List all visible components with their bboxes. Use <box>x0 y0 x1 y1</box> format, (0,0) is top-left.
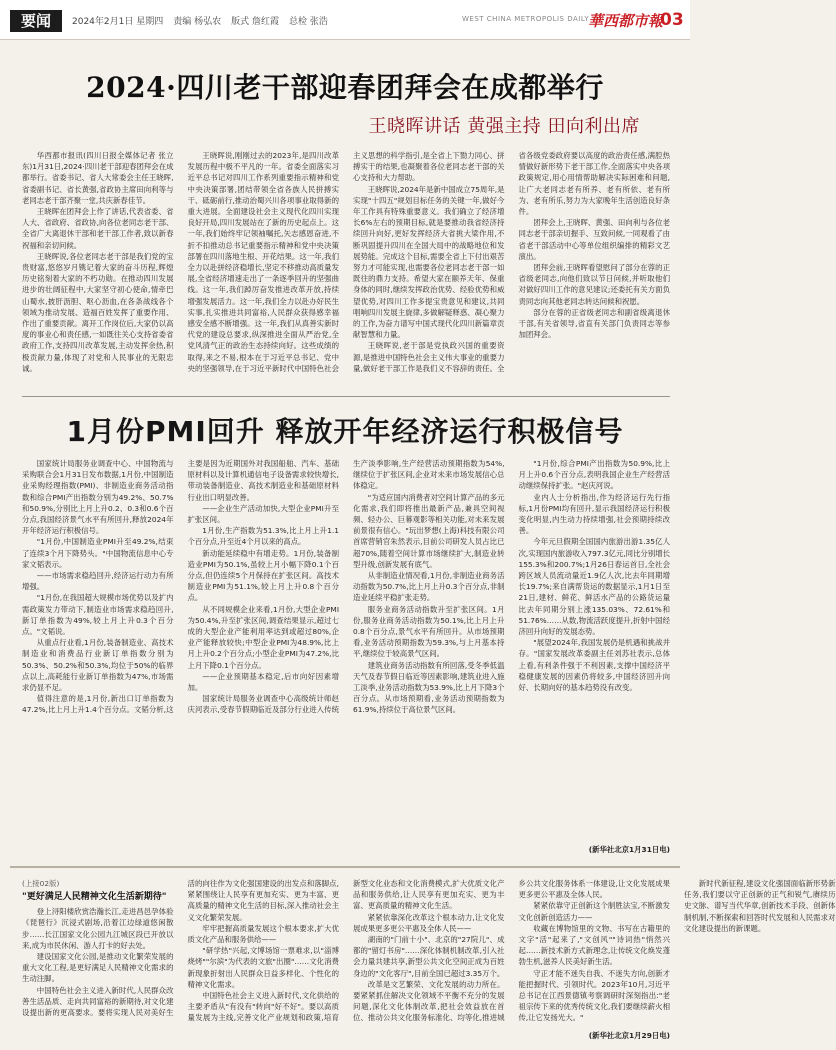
paragraph: ——企业预期基本稳定,后市向好因素增加。 <box>187 671 339 693</box>
paragraph: "为适应国内消费者对空间计算产品的多元化需求,我们即将推出最新产品,兼具空间视频、轻办公、巨幕观影等相关功能,对未来发展前景很有信心。"玩出梦想(上海)科技有限公司首席营销官朱然表示,目前公司研发人员占比已超70%,随着空间计算市场继续扩大,制造业转型升级,创新发展有底气。 <box>353 492 505 569</box>
story3-text <box>22 878 836 1028</box>
paragraph: 国家统计局服务业调查中心高级统计师赵庆河表示,受春节假期临近及部分行业进入传统生产淡季影响,生产经营活动预期指数为54%,继续位于扩张区间,企业对未来市场发展信心总体稳定。 <box>187 459 505 715</box>
paragraph: 建设国家文化公园,是推动文化繁荣发展的重大文化工程,是更好满足人民精神文化需求的生动注脚。 <box>22 952 174 984</box>
story2-text <box>22 458 670 856</box>
page-meta <box>72 14 328 27</box>
paragraph: "展望2024年,我国发展仍是机遇和挑战并存。"国家发展改革委副主任刘苏社表示,总体上看,有利条件强于不利因素,支撑中国经济平稳健康发展的因素仍将较多,中国经济回升向好、长期向好的基本趋势没有改变。 <box>518 638 670 693</box>
paragraph: 从重点行业看,1月份,装备制造业、高技术制造业和消费品行业新订单指数分别为50.3%、50.2%和50.3%,均位于50%的临界点以上,高耗能行业新订单指数为47%,市场需求仍显不足。 <box>22 638 174 693</box>
paragraph: 中国特色社会主义进入新时代,文化供给的主要矛盾从"有没有"转向"好不好"。要以高质量发展为主线,完善文化产业规划和政策,培育新型文化业态和文化消费模式,扩大优质文化产品和服务供给,让人民享有更加充实、更为丰富、更高质量的精神文化生活。 <box>187 879 505 1023</box>
story3-source: (新华社北京1月29日电) <box>588 1031 670 1040</box>
paragraph: 改革是文艺繁荣、文化发展的动力所在。要紧紧抓住解决文化领域不平衡不充分的发展问题,深化文化体制改革,把社会效益放在首位、推动公共文化服务标准化、均等化,推进城乡公共文化服务体系一体建设,让文化发展成果更多更公平惠及全体人民。 <box>353 879 670 1023</box>
paragraph: 登上浔阳楼欣赏浩瀚长江,走进昌邑孕体验《琵琶行》沉浸式剧场,沿着江边绿道悠闲散步……长江国家文化公园九江城区段已开放以来,成为市民休闲、游人打卡的好去处。 <box>22 907 174 950</box>
paragraph: 王晓晖说,2024年是新中国成立75周年,是实现"十四五"规划目标任务的关键一年,做好今年工作具有特殊重要意义。我们确立了经济增长6%左右的预期目标,就是要推动我省经济持续回升向好,更好发挥经济大省挑大梁作用,不断巩固提升四川在全国大局中的战略地位和发展势能。完成这个目标,需要全省上下付出艰苦努力才可能实现,也需要各位老同志老干部一如既往的鼎力支持。希望大家在颐养天年、保重身体的同时,继续发挥政治优势、经验优势和威望优势,对四川工作多提宝贵意见和建议,共同唱响四川发展主旋律,多做解疑释惑、凝心聚力的工作,为奋力谱写中国式现代化四川新篇章贡献智慧和力量。 <box>353 184 505 340</box>
story2-source: (新华社北京1月31日电) <box>588 845 670 854</box>
continued-from: (上接02版) <box>22 879 60 888</box>
paragraph: 1月份,生产指数为51.3%,比上月上升1.1个百分点,升至近4个月以来的高点。 <box>187 526 339 547</box>
page-header <box>0 0 690 40</box>
paragraph: 新动能延续稳中有增走势。1月份,装备制造业PMI为50.1%,虽较上月小幅下降0.1个百分点,但仍连续5个月保持在扩张区间。高技术制造业PMI为51.1%,较上月上升0.8个百分点。 <box>187 548 339 603</box>
paragraph: "研学热"兴起,文博场馆一票难求,以"淄博烧烤""尔滨"为代表的文旅"出圈"……文化消费新现象折射出人民群众日益多样化、个性化的精神文化需求。 <box>187 946 339 989</box>
paragraph: 建筑业商务活动指数有所回落,受冬季低温天气及春节假日临近等因素影响,建筑业进入施工淡季,业务活动指数为53.9%,比上月下降3个百分点。从市场预期看,业务活动预期指数为61.9%,持续位于高位景气区间。 <box>353 660 505 715</box>
story-divider <box>22 396 670 397</box>
editor-credit: 责编 杨弘农 <box>173 17 222 27</box>
paragraph: 王晓晖说,老干部是党执政兴国的重要资源,是推进中国特色社会主义伟大事业的重要力量,做好老干部工作是我们义不容辞的责任。全省各级党委政府要以高度的政治责任感,满腔热情做好新形势下老干部工作,全面落实中央各项政策规定,用心用情帮助解决实际困难和问题,让广大老同志老有所养、老有所依、老有所为、老有所乐,努力为大家晚年生活创造良好条件。 <box>353 151 670 373</box>
issue-date: 2024年2月1日 星期四 <box>72 17 164 27</box>
paragraph: 部分在蓉的正省级老同志和副省级离退休干部,有关省领导,省直有关部门负责同志等参加团拜会。 <box>518 307 670 340</box>
paragraph: 值得注意的是,1月份,新出口订单指数为47.2%,比上月上升1.4个百分点。文韬分析,这主要是因为近期国外对我国船舶、汽车、基础原材料以及计算机通信电子设备需求较快增长,带动装备制造业、高技术制造业和基础原材料行业出口明显改善。 <box>22 459 339 715</box>
page-number: 03 <box>660 10 684 30</box>
paragraph: 今年元旦假期全国国内旅游出游1.35亿人次,实现国内旅游收入797.3亿元,同比分别增长155.3%和200.7%;1月26日春运首日,全社会跨区域人员流动量近1.9亿人次,比去年同期增长19.7%;来自满帮货运的数据显示,1月1日至21日,建材、鲜花、鲜活水产品的公路货运量比去年同期分别上涨135.03%、72.61%和51.76%……从数,物流活跃度提升,折射中国经济回升向好的发展态势。 <box>518 537 670 637</box>
paragraph: 从不同规模企业来看,1月份,大型企业PMI为50.4%,升至扩张区间,调查结果显示,超过七成的大型企业产能利用率达到或超过80%,企业产能释放较快;中型企业PMI为48.9%,比上月上升0.2个百分点;小型企业PMI为47.2%,比上月下降0.1个百分点。 <box>187 604 339 670</box>
paper-english-name: WEST CHINA METROPOLIS DAILY <box>462 15 590 23</box>
designer-credit: 版式 詹红霞 <box>231 17 279 27</box>
paragraph: 紧紧依靠深化改革这个根本动力,让文化发展成果更多更公平惠及全体人民—— <box>353 912 505 933</box>
story1-text <box>22 150 670 390</box>
paragraph: "1月份,综合PMI产出指数为50.9%,比上月上升0.6个百分点,表明我国企业生产经营活动继续保持扩张。"赵庆河说。 <box>518 459 670 491</box>
paragraph: 国家统计局服务业调查中心、中国物流与采购联合会1月31日发布数据,1月份,中国制造业采购经理指数(PMI)、非制造业商务活动指数和综合PMI产出指数分别为49.2%、50.7%和50.9%,分别比上月上升0.2、0.3和0.6个百分点,我国经济景气水平有所回升,释放2024年开年经济运行积极信号。 <box>22 459 174 536</box>
paragraph: 王晓晖说,刚刚过去的2023年,是四川改革发展历程中极不平凡的一年。省委全面落实习近平总书记对四川工作系列重要指示精神和党中央决策部署,团结带领全省各族人民拼搏实干、砥砺前行,推动治蜀兴川各项事业取得新的重大进展。全面建设社会主义现代化四川实现良好开局,四川发展站在了新的历史起点上。这一年,我们始终牢记领袖嘱托,矢志感恩奋进,不折不扣推动总书记重要指示精神和党中央决策部署在四川落地生根、开花结果。这一年,我们全力以赴拼经济稳增长,坚定不移推动高质量发展,全省经济增速走出了一条逐季回升的坚强曲线。这一年,我们踔厉奋发推进改革开放,持续增强发展活力。这一年,我们全力以赴办好民生实事,扎实推进共同富裕,人民群众获得感幸福感安全感不断增强。这一年,我们从真善实新时代党的建设总要求,纵深推进全面从严治党,全党风清气正的政治生态持续向好。这些成绩的取得,来之不易,根本在于习近平总书记、党中央的坚强领导,在于习近平新时代中国特色社会主义思想的科学指引,是全省上下勠力同心、拼搏实干的结果,也凝聚着各位老同志老干部的关心支持和大力帮助。 <box>187 151 505 373</box>
paragraph: 业内人士分析指出,作为经济运行先行指标,1月份PMI均有回升,显示我国经济运行积极变化明显,内生动力持续增强,社会预期持续改善。 <box>518 492 670 536</box>
paragraph: 紧紧依靠守正创新这个制胜法宝,不断激发文化创新创造活力—— <box>518 901 670 922</box>
paragraph: 团拜会上,王晓晖、黄强、田向利与各位老同志老干部亲切握手、互致问候,一同观看了由省老干部活动中心等单位组织编排的精彩文艺演出。 <box>518 218 670 261</box>
section-label: 要闻 <box>10 10 62 32</box>
story2-body <box>22 458 670 856</box>
paper-logo: 華西都市報 <box>588 12 664 30</box>
story1-headline: 2024·四川老干部迎春团拜会在成都举行 <box>86 71 604 104</box>
paragraph: 中国特色社会主义进入新时代,人民群众改善生活品质、走向共同富裕的新期待,对文化建设提出新的更高要求。要将实现人民对美好生活的向往作为文化强国建设的出发点和落脚点,紧紧围绕让人民享有更加充实、更为丰富、更高质量的精神文化生活的目标,深入推动社会主义文化繁荣发展。 <box>22 879 339 1018</box>
paragraph: 从非制造业情况看,1月份,非制造业商务活动指数为50.7%,比上月上升0.3个百分点,非制造业延续平稳扩张走势。 <box>353 571 505 603</box>
paragraph: 华西都市报讯(四川日报全媒体记者 张立东)1月31日,2024·四川老干部迎春团拜会在成都举行。省委书记、省人大常委会主任王晓晖,省委副书记、省长黄强,省政协主席田向利等与老同志老干部齐聚一堂,共庆新春佳节。 <box>22 151 174 205</box>
story1-subhead: 王晓晖讲话 黄强主持 田向利出席 <box>368 116 640 137</box>
story3-kicker: "更好满足人民精神文化生活新期待" <box>22 892 167 903</box>
story1-body <box>22 150 670 390</box>
paragraph: "1月份,在我国超大规模市场优势以及扩内需政策发力带动下,制造业市场需求稳趋回升,新订单指数为49%,较上月上升0.3个百分点。"文韬说。 <box>22 593 174 637</box>
paragraph: 守正才能不迷失自我、不迷失方向,创新才能把握时代、引领时代。2023年10月,习近平总书记在江西景德镇考察调研时深刻指出:"老祖宗传下来的优秀传统文化,我们要继续薪火相传,让它发扬光大。" <box>518 968 670 1023</box>
paragraph: 收藏在博物馆里的文物、书写在古籍里的文字"活"起来了,"文创风""诗词热"悄然兴起……新技术新方式新理念,让传统文化焕发蓬勃生机,滋养人民美好新生活。 <box>518 923 670 967</box>
paragraph: "1月份,中国制造业PMI升至49.2%,结束了连续3个月下降势头。"中国物流信息中心专家文韬表示。 <box>22 537 174 569</box>
paragraph: 新时代新征程,建设文化强国面临新形势新任务,我们要以守正创新的正气和锐气,赓续历史文脉、谱写当代华章,创新技术手段、创新体制机制,不断探索和回答时代发展和人民需求对文化建设提出的新课题。 <box>684 879 836 933</box>
paragraph: 团拜会前,王晓晖看望慰问了部分在蓉的正省级老同志,向他们致以节日问候,并听取他们对做好四川工作的意见建议;还委托有关方面负责同志向其他老同志转达问候和祝愿。 <box>518 263 670 306</box>
story2-headline: 1月份PMI回升 释放开年经济运行积极信号 <box>66 415 624 448</box>
story3-body <box>22 878 836 1028</box>
proof-credit: 总检 张浩 <box>288 17 328 27</box>
paragraph: 服务业商务活动指数升至扩张区间。1月份,服务业商务活动指数为50.1%,比上月上升0.8个百分点,景气水平有所回升。从市场预期看,业务活动预期指数为59.3%,与上月基本持平,继续位于较高景气区间。 <box>353 604 505 659</box>
paragraph: 王晓晖在团拜会上作了讲话,代表省委、省人大、省政府、省政协,向各位老同志老干部、全省广大离退休干部和老干部工作者,致以新春祝福和亲切问候。 <box>22 207 174 250</box>
paragraph: ——市场需求稳趋回升,经济运行动力有所增强。 <box>22 571 174 592</box>
paragraph: ——企业生产活动加快,大型企业PMI升至扩张区间。 <box>187 503 339 525</box>
paragraph: 牢牢把握高质量发展这个根本要求,扩大优质文化产品和服务供给—— <box>187 923 339 945</box>
paragraph: 湖南的"门前十小"、北京的"27院儿"、成都的"留灯书房"……深化体制机制改革,引入社会力量共建共享,新型公共文化空间正成为百姓身边的"文化客厅",目前全国已超过3.35万个。 <box>353 935 505 978</box>
paragraph: 王晓晖说,各位老同志老干部是我们党的宝贵财富,悠悠岁月镌记着大家的奋斗历程,辉煌历史铭刻着大家的不朽功勋。在推动四川发展进步的壮阔征程中,大家坚守初心使命,情牵巴山蜀水,披肝沥胆、呕心沥血,在各条战线各个领域为推动发展、造福百姓发挥了重要作用、作出了重要贡献。离开工作岗位后,大家仍以高度的事业心和责任感,一如既往关心支持省委省政府工作,支持四川改革发展,主动发挥余热,积极贡献力量,体现了对党和人民事业的无限忠诚。 <box>22 251 174 373</box>
